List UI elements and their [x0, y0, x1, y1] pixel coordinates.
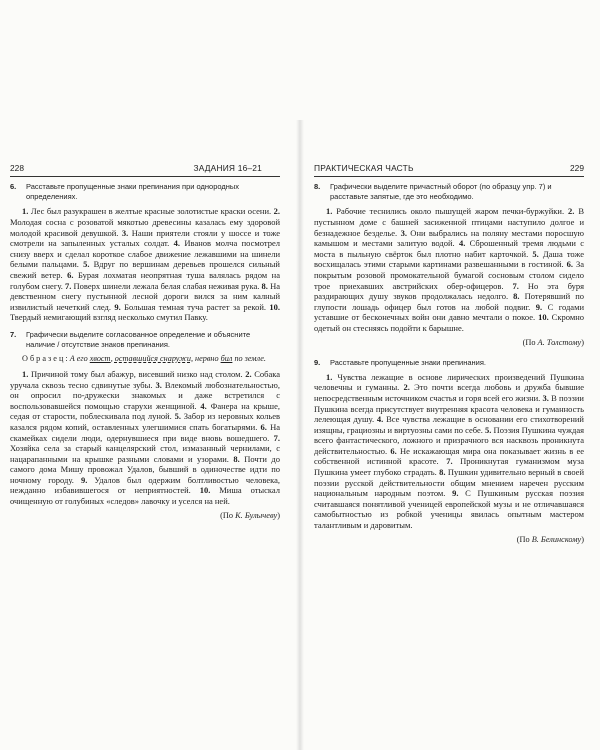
- task-6-text: 1. Лес был разукрашен в желтые красные золотистые краски осени. 2. Молодая сосна с розоватой мякотью древесины казалась ему здоровой молодой красивой девушкой. 3. Наши приятели стояли у шоссе и тоже смотрели на запыленных усталых солдат. 4. Иванов молча посмотрел снизу вверх и сделал короткое слабое движение лежавшими на шинели белыми пальцами. 5. Вдруг по вершинам деревьев прошелся сильный свежий ветер. 6. Бурая лохматая неопрятная туша валялась рядом на голубом снегу. 7. Поверх шинели лежала белая слабая неживая рука. 8. На девственном снегу пустынной лесной дороги вился за ним калный извилистый нечеткий след. 9. Большая темная туча растет за рекой. 10. Твердый немигающий взгляд несколько смутил Павку.: [10, 206, 280, 323]
- task-number: 9.: [314, 357, 321, 367]
- task-8-source: (По А. Толстому): [522, 337, 584, 347]
- left-header-title: ЗАДАНИЯ 16–21: [193, 163, 262, 173]
- task-7-instruction: [10, 330, 280, 350]
- task-7-example: О б р а з е ц : А его хвост, оставшийся снаружи, нервно бил по земле.: [22, 354, 266, 364]
- right-page-header: [314, 162, 584, 177]
- task-9-source: (По В. Белинскому): [516, 534, 584, 544]
- task-7-source: (По К. Булычеву): [220, 510, 280, 520]
- right-header-title: ПРАКТИЧЕСКАЯ ЧАСТЬ: [314, 163, 414, 173]
- task-number: 7.: [10, 329, 17, 339]
- left-page-header: [10, 162, 280, 177]
- left-page-number: 228: [10, 163, 24, 173]
- task-number: 6.: [10, 182, 17, 191]
- task-8-text: 1. Рабочие теснились около пышущей жаром печки-буржуйки. 2. В пустынном доме с башней засиженной птицами наступило долгое и безнадежное безделье. 3. Они выбрались на поляну местами поросшую камышом и местами залитую водой. 4. Сброшенный тремя людьми с моста в пыльную свёрток был плотно набит карточкой. 5. Даша тоже восхищалась этими старыми картинами развешанными в гостиной. 6. За покрытым розовой промокательной бумагой сосновым столом сидело трое приехавших австрийских обер-офицеров. 7. Но эта буря раздирающих душу звуков продолжалась недолго. 8. Потерявший по глупости лошадь офицер был готов на любой подвиг. 9. С годами уставшие от бесконечных войн они давно мечтали о покое. 10. Скромно одетый он стесняясь подойти к барышне.: [314, 206, 584, 333]
- left-page: [10, 0, 280, 750]
- task-9-instruction: [314, 358, 584, 368]
- task-instruction-text: Расставьте пропущенные знаки препинания при однородных определениях.: [26, 182, 240, 202]
- book-spine-shadow: [296, 120, 304, 750]
- right-page-number: 229: [570, 163, 584, 173]
- task-number: 8.: [314, 182, 321, 191]
- task-instruction-text: Графически выделите согласованное определение и объясните наличие / отсутствие знаков препинания.: [26, 329, 251, 350]
- left-page-content: [10, 182, 280, 531]
- task-6-instruction: [10, 182, 280, 202]
- task-instruction-text: Расставьте пропущенные знаки препинания.: [330, 357, 487, 367]
- task-7-text: 1. Причиной тому был абажур, висевший низко над столом. 2. Собака уручала сквозь тесно сдвинутые зубы. 3. Влекомый любознательностью, он опросил по-дружески знакомых и даже встретился с воспользовавшейся помощью старухи женщиной. 4. Фанера на крыше, седая от старости, поблескивала под луной. 5. Забор из неровных кольев казался рядом копий, оставленных улегшимися спать богатырями. 6. На скамейках сидели люди, одернувшиеся при виде вновь вошедшего. 7. Хозяйка села за старый канцелярский стол, измазанный чернилами, с нацарапанными на крышке разными словами и узорами. 8. Почти до самого дома Мишу провожал Удалов, бывший в одиночестве идти по ночному городу. 9. Удалов был одержим болтливостью человека, нежданно избавившегося от неприятностей. 10. Миша отыскал очищенную от голубиных «следов» лавочку и уселся на ней.: [10, 368, 281, 507]
- right-page-content: [314, 182, 584, 555]
- task-9-text: 1. Чувства лежащие в основе лирических произведений Пушкина человечны и гуманны. 2. Это почти всегда любовь и дружба бывшие непосредственным источником счастья и горя всей его жизни. 3. В поэзии Пушкина всегда присутствует внутренняя красота человека и гуманность лелеющая душу. 4. Все чувства лежащие в основании его стихотворений изящны, грациозны и виртуозны сами по себе. 5. Поэзия Пушкина чуждая всего фантастического, ложного и призрачного вся насквозь проникнута действительностью. 6. Не искажающая мира она показывает жизнь в ее собственной истинной красоте. 7. Проникнутая гуманизмом муза Пушкина умеет глубоко страдать. 8. Пушкин удивительно верный в своей поэзии русской действительности общим мнением наречен русским национальным народным поэтом. 9. С Пушкиным русская поэзия считавшаяся понятливой ученицей европейской музы и не отличавшаяся самобытностью из робкой ученицы явилась опытным мастером талантливым и даровитым.: [314, 371, 585, 531]
- task-instruction-text: Графически выделите причастный оборот (по образцу упр. 7) и расставьте запятые, где это необходимо.: [330, 182, 552, 202]
- task-8-instruction: [314, 182, 584, 202]
- right-page: [314, 0, 584, 750]
